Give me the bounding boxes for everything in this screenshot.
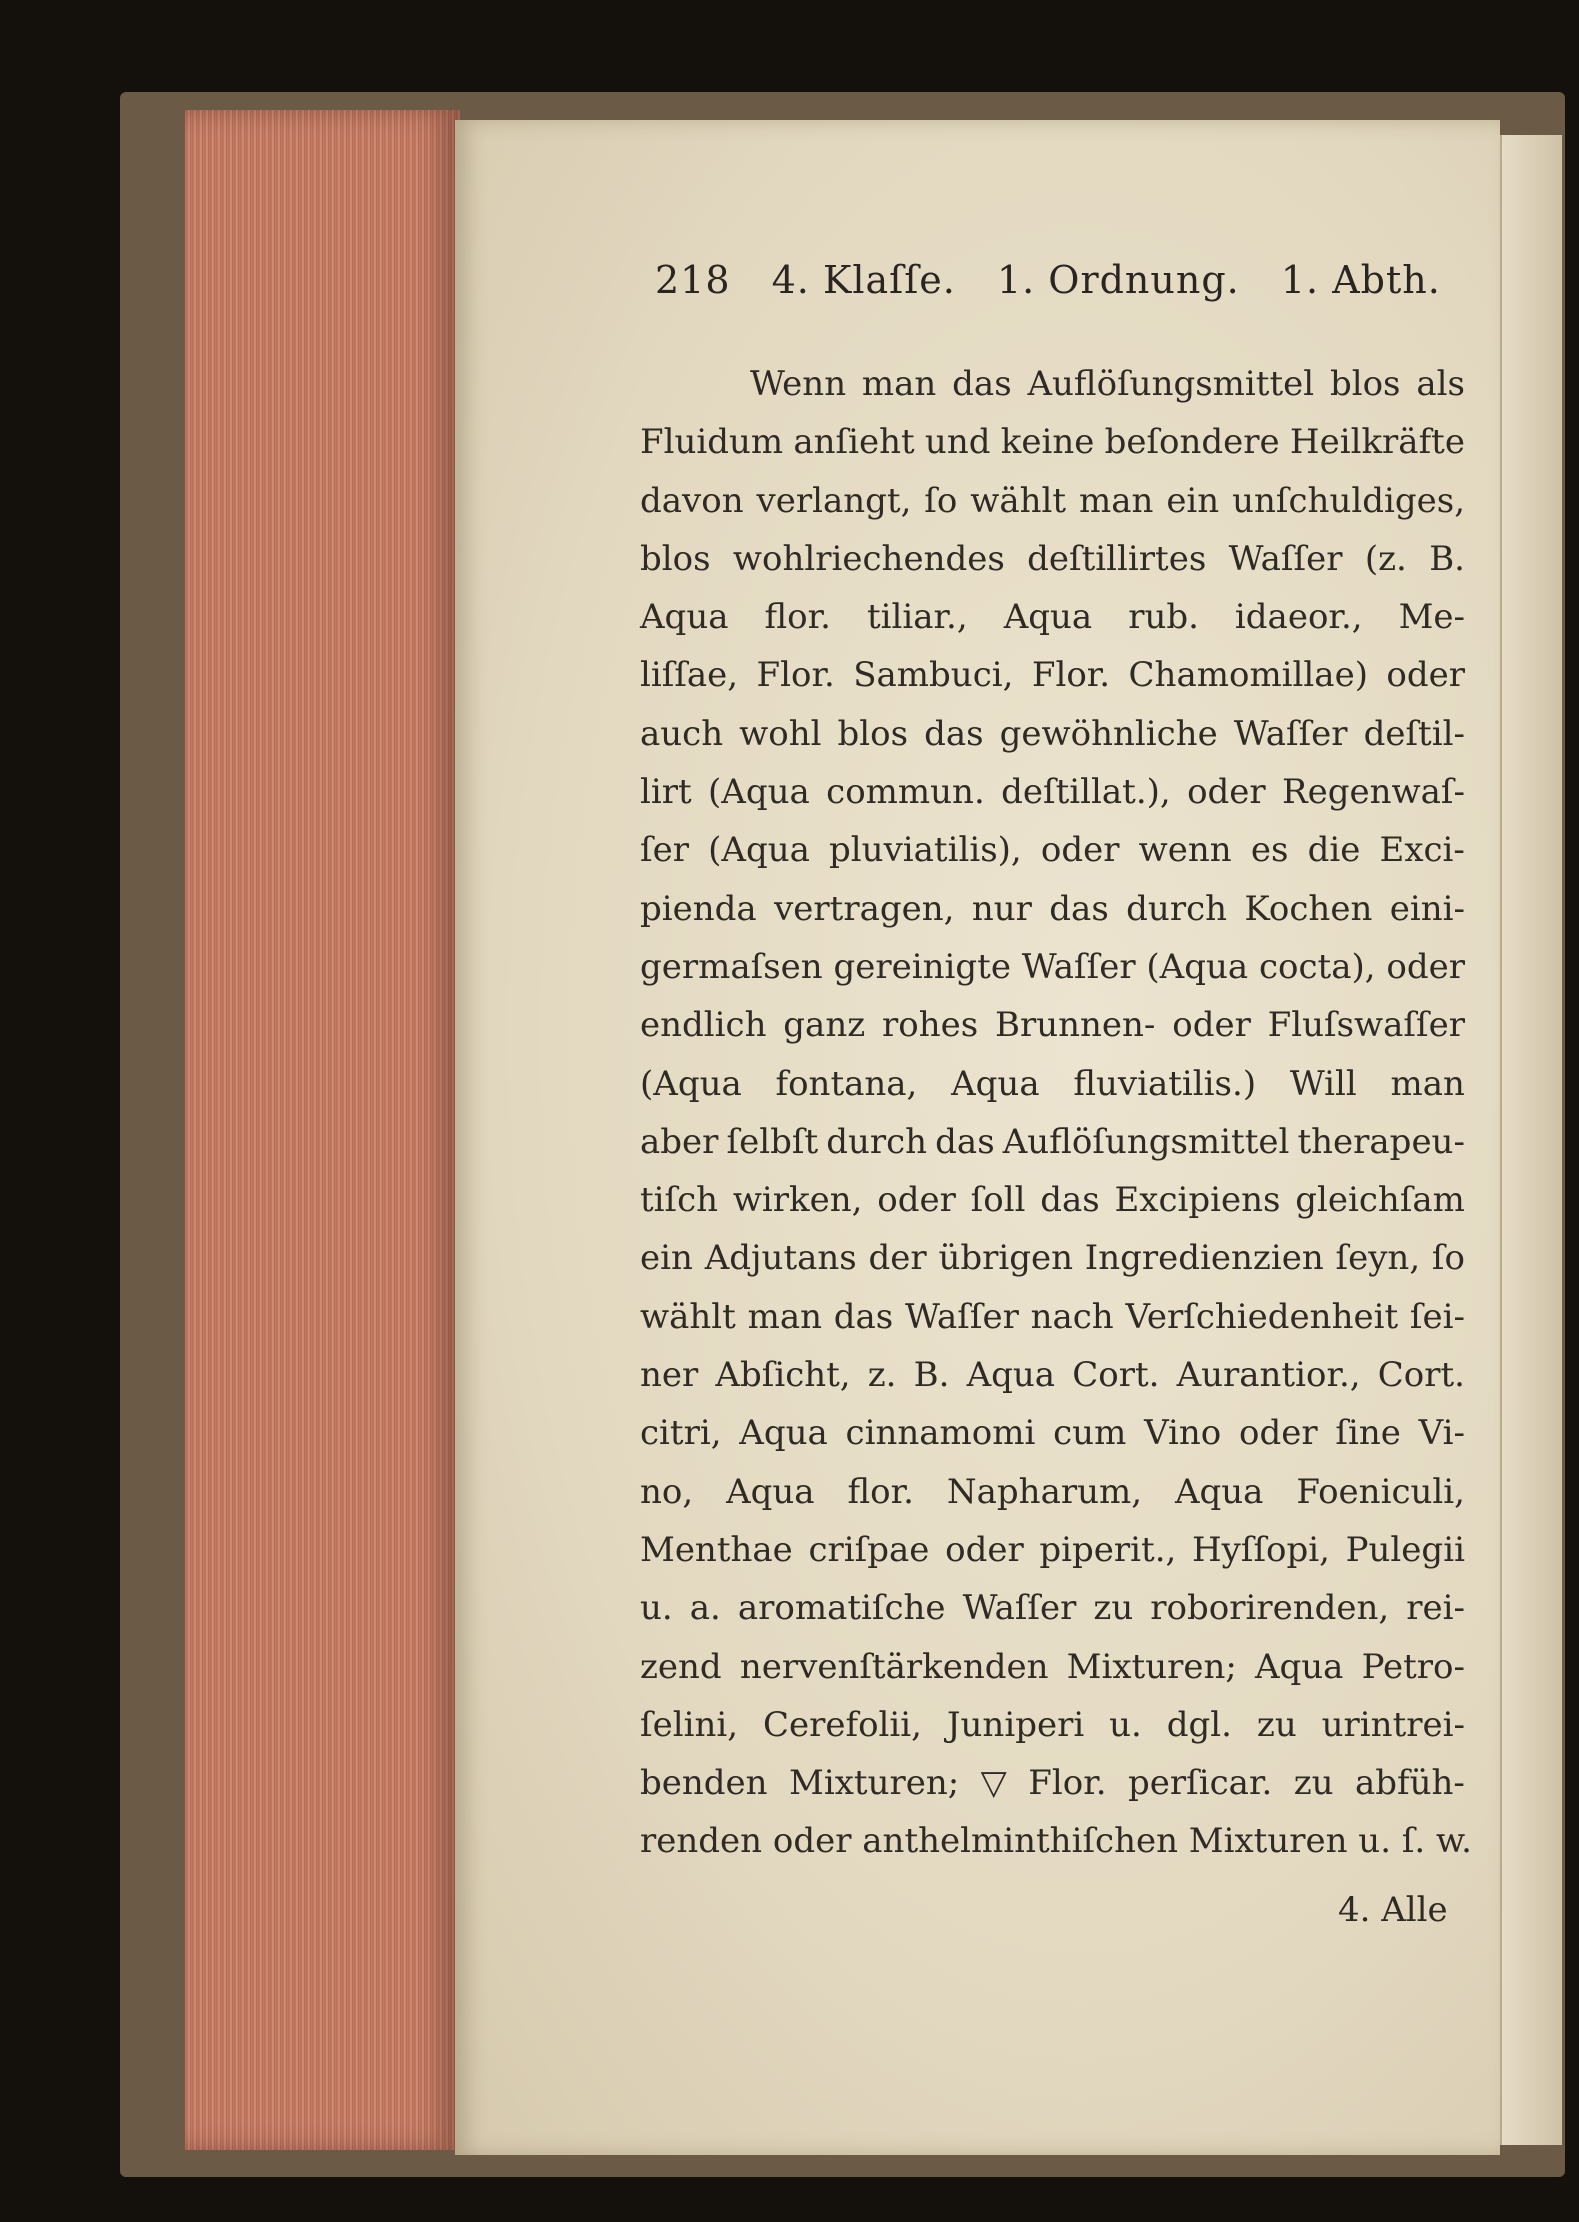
- page-number: 218: [655, 258, 731, 302]
- text-line: Aqua flor. tiliar., Aqua rub. idaeor., Me-: [640, 597, 1465, 638]
- text-line: pienda vertragen, nur das durch Kochen eini-: [640, 888, 1465, 929]
- header-ordnung: 1. Ordnung.: [996, 258, 1240, 302]
- text-line: germaſsen gereinigte Waſſer (Aqua cocta), oder: [640, 946, 1465, 987]
- text-line: davon verlangt, ſo wählt man ein unſchuldiges,: [640, 480, 1465, 521]
- text-line: auch wohl blos das gewöhnliche Waſſer deſtil-: [640, 713, 1465, 754]
- text-line: Wenn man das Auflöſungsmittel blos als: [750, 364, 1465, 404]
- page-edges: [185, 110, 460, 2150]
- header-klasse: 4. Klaſſe.: [771, 258, 956, 302]
- text-line: endlich ganz rohes Brunnen- oder Fluſswaſſer: [640, 1005, 1465, 1046]
- text-line: lirt (Aqua commun. deſtillat.), oder Regenwaſ-: [640, 772, 1465, 813]
- text-line: ner Abſicht, z. B. Aqua Cort. Aurantior., Cort.: [640, 1355, 1465, 1396]
- body-text: [640, 355, 1472, 1871]
- header-abth: 1. Abth.: [1280, 258, 1441, 302]
- catchword: 4. Alle: [1338, 1890, 1448, 1930]
- text-line: liſſae, Flor. Sambuci, Flor. Chamomillae) oder: [640, 655, 1465, 696]
- running-header: [655, 258, 1469, 302]
- text-line: ſer (Aqua pluviatilis), oder wenn es die Exci-: [640, 830, 1465, 871]
- text-line: renden oder anthelminthiſchen Mixturen u. ſ. w.: [640, 1821, 1472, 1862]
- text-line: wählt man das Waſſer nach Verſchiedenheit ſei-: [640, 1296, 1465, 1337]
- text-line: Menthae criſpae oder piperit., Hyſſopi, Pulegii: [640, 1529, 1465, 1570]
- text-line: Fluidum anſieht und keine beſondere Heilkräfte: [640, 422, 1465, 463]
- text-line: no, Aqua flor. Napharum, Aqua Foeniculi,: [640, 1471, 1465, 1512]
- text-line: zend nervenſtärkenden Mixturen; Aqua Petro-: [640, 1646, 1465, 1687]
- text-line: benden Mixturen; ▽ Flor. perſicar. zu abfüh-: [640, 1763, 1465, 1804]
- text-line: ein Adjutans der übrigen Ingredienzien ſeyn, ſo: [640, 1238, 1465, 1279]
- text-line: citri, Aqua cinnamomi cum Vino oder ſine Vi-: [640, 1413, 1465, 1454]
- text-line: (Aqua fontana, Aqua fluviatilis.) Will man: [640, 1063, 1465, 1104]
- text-line: tiſch wirken, oder ſoll das Excipiens gleichſam: [640, 1180, 1465, 1221]
- text-line: aber ſelbſt durch das Auflöſungsmittel therapeu-: [640, 1121, 1465, 1162]
- text-line: u. a. aromatiſche Waſſer zu roborirenden, rei-: [640, 1588, 1465, 1629]
- text-line: ſelini, Cerefolii, Juniperi u. dgl. zu urintrei-: [640, 1704, 1465, 1745]
- next-page-edge: [1500, 135, 1562, 2145]
- text-line: blos wohlriechendes deſtillirtes Waſſer (z. B.: [640, 538, 1465, 579]
